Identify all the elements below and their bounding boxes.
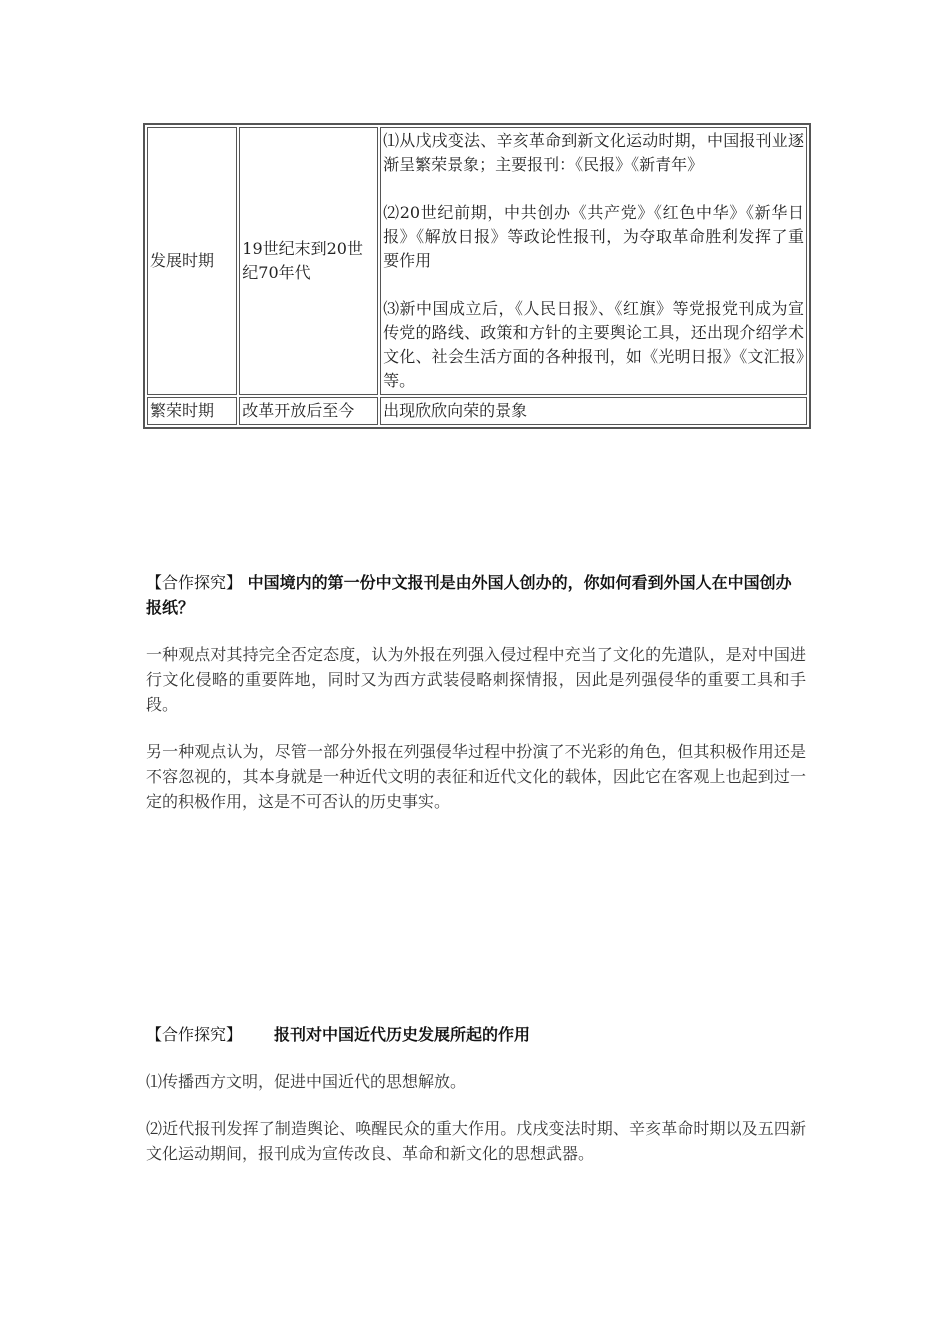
section-heading bbox=[146, 1022, 806, 1047]
period-cell: 繁荣时期 bbox=[147, 397, 237, 425]
section-tag: 【合作探究】 bbox=[146, 1025, 243, 1044]
description-item: ⑵20世纪前期，中共创办《共产党》《红色中华》《新华日报》《解放日报》等政论性报刊，为夺取革命胜利发挥了重要作用 bbox=[383, 203, 804, 270]
time-cell: 19世纪末到20世纪70年代 bbox=[239, 127, 378, 395]
table-row bbox=[147, 127, 807, 395]
time-cell: 改革开放后至今 bbox=[239, 397, 378, 425]
description-item: ⑴从戊戌变法、辛亥革命到新文化运动时期，中国报刊业逐渐呈繁荣景象；主要报刊：《民报》《新青年》 bbox=[383, 131, 804, 174]
section-title: 报刊对中国近代历史发展所起的作用 bbox=[274, 1025, 531, 1044]
paragraph: 另一种观点认为，尽管一部分外报在列强侵华过程中扮演了不光彩的角色，但其积极作用还是不容忽视的，其本身就是一种近代文明的表征和近代文化的载体，因此它在客观上也起到过一定的积极作用，这是不可否认的历史事实。 bbox=[146, 742, 806, 811]
history-table bbox=[143, 123, 811, 429]
section-heading bbox=[146, 570, 806, 620]
list-item: ⑵近代报刊发挥了制造舆论、唤醒民众的重大作用。戊戌变法时期、辛亥革命时期以及五四新文化运动期间，报刊成为宣传改良、革命和新文化的思想武器。 bbox=[146, 1119, 806, 1163]
paragraph: 一种观点对其持完全否定态度，认为外报在列强入侵过程中充当了文化的先遣队，是对中国进行文化侵略的重要阵地，同时又为西方武装侵略刺探情报，因此是列强侵华的重要工具和手段。 bbox=[146, 645, 806, 714]
section-tag: 【合作探究】 bbox=[146, 573, 243, 592]
description-cell: 出现欣欣向荣的景象 bbox=[380, 397, 807, 425]
section-question: 中国境内的第一份中文报刊是由外国人创办的，你如何看到外国人在中国创办报纸？ bbox=[146, 573, 792, 617]
list-item: ⑴传播西方文明，促进中国近代的思想解放。 bbox=[146, 1072, 467, 1091]
cooperative-inquiry-section-1 bbox=[146, 570, 806, 814]
description-item: ⑶新中国成立后，《人民日报》、《红旗》等党报党刊成为宣传党的路线、政策和方针的主要舆论工具，还出现介绍学术文化、社会生活方面的各种报刊，如《光明日报》《文汇报》等。 bbox=[383, 299, 804, 390]
description-cell bbox=[380, 127, 807, 395]
cooperative-inquiry-section-2 bbox=[146, 1022, 806, 1166]
table-row bbox=[147, 397, 807, 425]
period-cell: 发展时期 bbox=[147, 127, 237, 395]
